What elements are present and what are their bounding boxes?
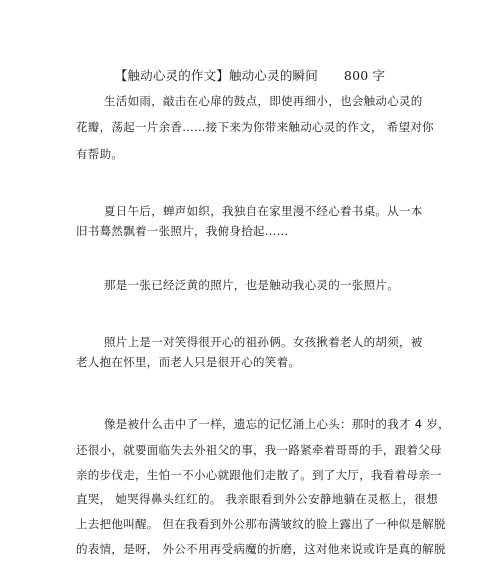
text-line: 的表情，是呀， 外公不用再受病魔的折磨，这对他来说或许是真的解脱 bbox=[76, 542, 446, 556]
text-line: 直哭， 她哭得鼻头红红的。 我亲眼看到外公安静地躺在灵柩上，很想 bbox=[76, 492, 438, 506]
text-line: 像是被什么击中了一样，遗忘的记忆涌上心头：那时的我才 4 岁， bbox=[104, 417, 450, 431]
document-length: 800 字 bbox=[343, 68, 386, 83]
text-line: 旧书蓦然飘着一张照片，我俯身拾起…… bbox=[76, 224, 289, 238]
text-line: 有帮助。 bbox=[76, 147, 124, 161]
text-line: 亲的步伐走，生怕一不小心就跟他们走散了。到了大厅，我看着母亲一 bbox=[76, 468, 442, 482]
text-line: 还很小，就要面临失去外祖父的事，我一路紧牵着哥哥的手，跟着父母 bbox=[76, 443, 442, 457]
text-line: 那是一张已经泛黄的照片，也是触动我心灵的一张照片。 bbox=[104, 278, 399, 292]
text-line: 上去把他叫醒。 但在我看到外公那布满皱纹的脸上露出了一种似是解脱 bbox=[76, 517, 446, 531]
text-line: 夏日午后，蝉声如织，我独自在家里漫不经心着书桌。从一本 bbox=[104, 204, 423, 218]
document-title: 【触动心灵的作文】触动心灵的瞬间 bbox=[114, 68, 318, 83]
text-line: 照片上是一对笑得很开心的祖孙俩。女孩揪着老人的胡须，被 bbox=[104, 335, 423, 349]
text-line: 花瓣，荡起一片余香……接下来为你带来触动心灵的作文， 希望对你 bbox=[76, 120, 434, 134]
text-line: 老人抱在怀里，而老人只是很开心的笑着。 bbox=[76, 355, 301, 369]
document-title-line bbox=[0, 66, 500, 84]
text-line: 生活如雨，敲击在心扉的鼓点，即使再细小，也会触动心灵的 bbox=[104, 94, 423, 108]
